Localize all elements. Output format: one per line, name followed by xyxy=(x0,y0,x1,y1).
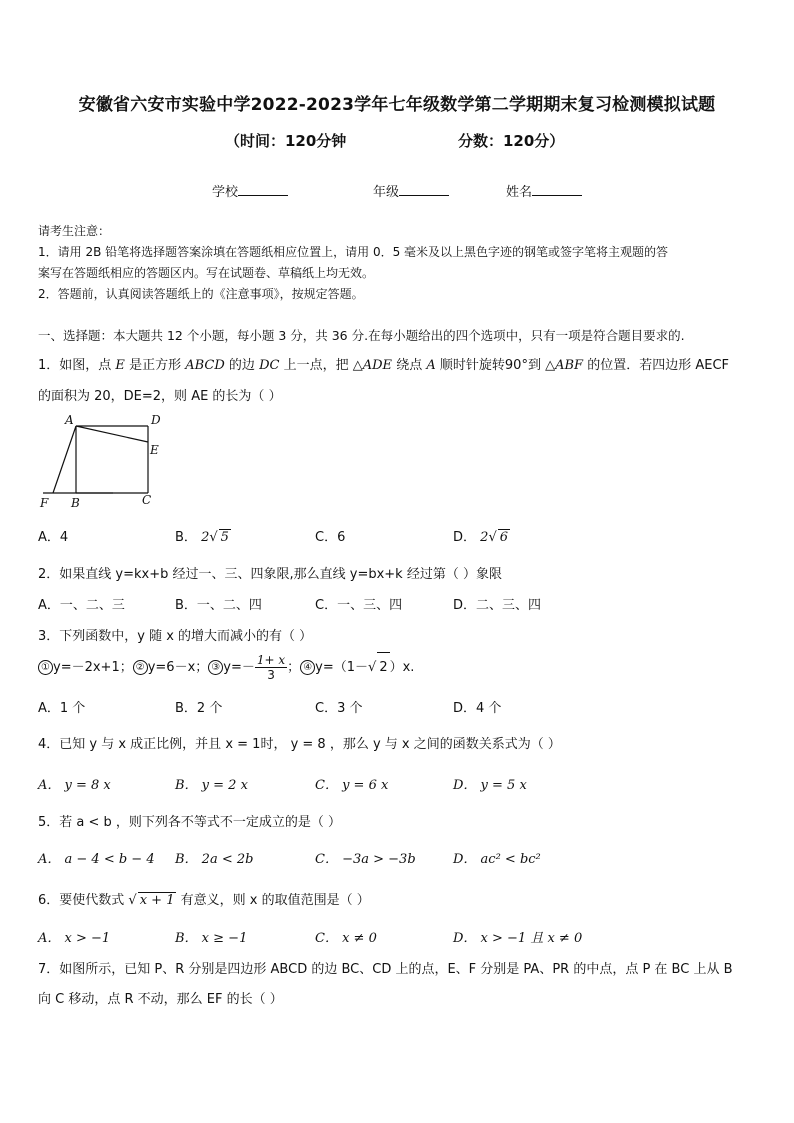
name-blank xyxy=(532,183,582,196)
q1-option-c[interactable]: C．6 xyxy=(315,530,346,545)
q7-line-1: 7．如图所示，已知 P、R 分别是四边形 ABCD 的边 BC、CD 上的点，E、F 分别是 PA、PR 的中点，点 P 在 BC 上从 B xyxy=(38,962,733,977)
label-E: E xyxy=(150,443,159,457)
section-heading: 一、选择题：本大题共 12 个小题，每小题 3 分，共 36 分.在每小题给出的四个选项中，只有一项是符合题目要求的. xyxy=(38,328,685,343)
q5-option-b[interactable]: B． 2a < 2b xyxy=(175,852,254,867)
q2-option-d[interactable]: D．二、三、四 xyxy=(453,598,542,613)
notice-line-1a: 1．请用 2B 铅笔将选择题答案涂填在答题纸相应位置上，请用 0．5 毫米及以上黑色字迹的钢笔或签字笔将主观题的答 xyxy=(38,245,669,259)
q4-option-a[interactable]: A． y = 8 x xyxy=(38,778,111,793)
q1-option-a[interactable]: A．4 xyxy=(38,530,69,545)
q6-stem: 6．要使代数式 √ x + 1 有意义，则 x 的取值范围是（ ） xyxy=(38,893,370,908)
grade-blank xyxy=(399,183,449,196)
q1-option-d[interactable]: D． 2√ 6 xyxy=(453,530,509,545)
q3-option-c[interactable]: C．3 个 xyxy=(315,701,363,716)
q2-stem: 2．如果直线 y=kx+b 经过一、三、四象限,那么直线 y=bx+k 经过第（ ）象限 xyxy=(38,567,502,582)
grade-label: 年级 xyxy=(373,185,400,200)
label-F: F xyxy=(40,496,49,510)
q2-option-c[interactable]: C．一、三、四 xyxy=(315,598,403,613)
notice-line-2: 2．答题前，认真阅读答题纸上的《注意事项》，按规定答题。 xyxy=(38,287,364,301)
q4-option-c[interactable]: C． y = 6 x xyxy=(315,778,389,793)
notice-heading: 请考生注意： xyxy=(38,224,111,238)
q2-option-b[interactable]: B．一、二、四 xyxy=(175,598,262,613)
exam-time: （时间：120分钟 xyxy=(225,132,347,150)
q5-stem: 5．若 a < b ，则下列各不等式不一定成立的是（ ） xyxy=(38,815,342,830)
q6-option-a[interactable]: A． x > −1 xyxy=(38,931,111,946)
q4-option-d[interactable]: D． y = 5 x xyxy=(453,778,527,793)
q5-option-d[interactable]: D． ac² < bc² xyxy=(453,852,541,867)
school-field xyxy=(212,181,288,200)
q3-functions: ① y=－2x+1； ② y=6－x； ③ y=－ $\frac{1+ x}{3}$ ； ④ y=（1－√ 2 ）x. xyxy=(38,652,414,683)
label-D: D xyxy=(151,413,161,427)
q3-option-d[interactable]: D．4 个 xyxy=(453,701,502,716)
school-blank xyxy=(238,183,288,196)
grade-field xyxy=(373,181,449,200)
q1-figure xyxy=(35,410,165,512)
q5-option-c[interactable]: C． −3a > −3b xyxy=(315,852,416,867)
notice-line-1b: 案写在答题纸相应的答题区内。写在试题卷、草稿纸上均无效。 xyxy=(38,266,375,280)
label-C: C xyxy=(142,493,152,507)
label-B: B xyxy=(71,496,80,510)
q1-line-1: 1．如图，点 E 是正方形 ABCD 的边 DC 上一点，把 △ADE 绕点 A 顺时针旋转90°到 △ABF 的位置．若四边形 AECF xyxy=(38,358,730,373)
q3-stem: 3．下列函数中，y 随 x 的增大而减小的有（ ） xyxy=(38,629,313,644)
q6-option-b[interactable]: B． x ≥ −1 xyxy=(175,931,248,946)
q1-option-b[interactable]: B． 2√ 5 xyxy=(175,530,229,545)
name-label: 姓名 xyxy=(506,185,533,200)
exam-title: 安徽省六安市实验中学2022-2023学年七年级数学第二学期期末复习检测模拟试题 xyxy=(78,95,716,115)
q4-stem: 4．已知 y 与 x 成正比例，并且 x = 1时， y = 8 ，那么 y 与 x 之间的函数关系式为（ ） xyxy=(38,737,561,752)
q5-option-a[interactable]: A． a − 4 < b − 4 xyxy=(38,852,155,867)
name-field xyxy=(506,181,582,200)
q3-option-b[interactable]: B．2 个 xyxy=(175,701,223,716)
label-A: A xyxy=(65,413,74,427)
q6-option-d[interactable]: D． x > −1 且 x ≠ 0 xyxy=(453,931,583,946)
q3-option-a[interactable]: A．1 个 xyxy=(38,701,86,716)
q1-line-2: 的面积为 20，DE=2，则 AE 的长为（ ） xyxy=(38,389,282,404)
exam-score: 分数：120分） xyxy=(458,132,565,150)
q4-option-b[interactable]: B． y = 2 x xyxy=(175,778,248,793)
school-label: 学校 xyxy=(212,185,239,200)
q7-line-2: 向 C 移动，点 R 不动，那么 EF 的长（ ） xyxy=(38,992,283,1007)
q6-option-c[interactable]: C． x ≠ 0 xyxy=(315,931,377,946)
q2-option-a[interactable]: A．一、二、三 xyxy=(38,598,125,613)
